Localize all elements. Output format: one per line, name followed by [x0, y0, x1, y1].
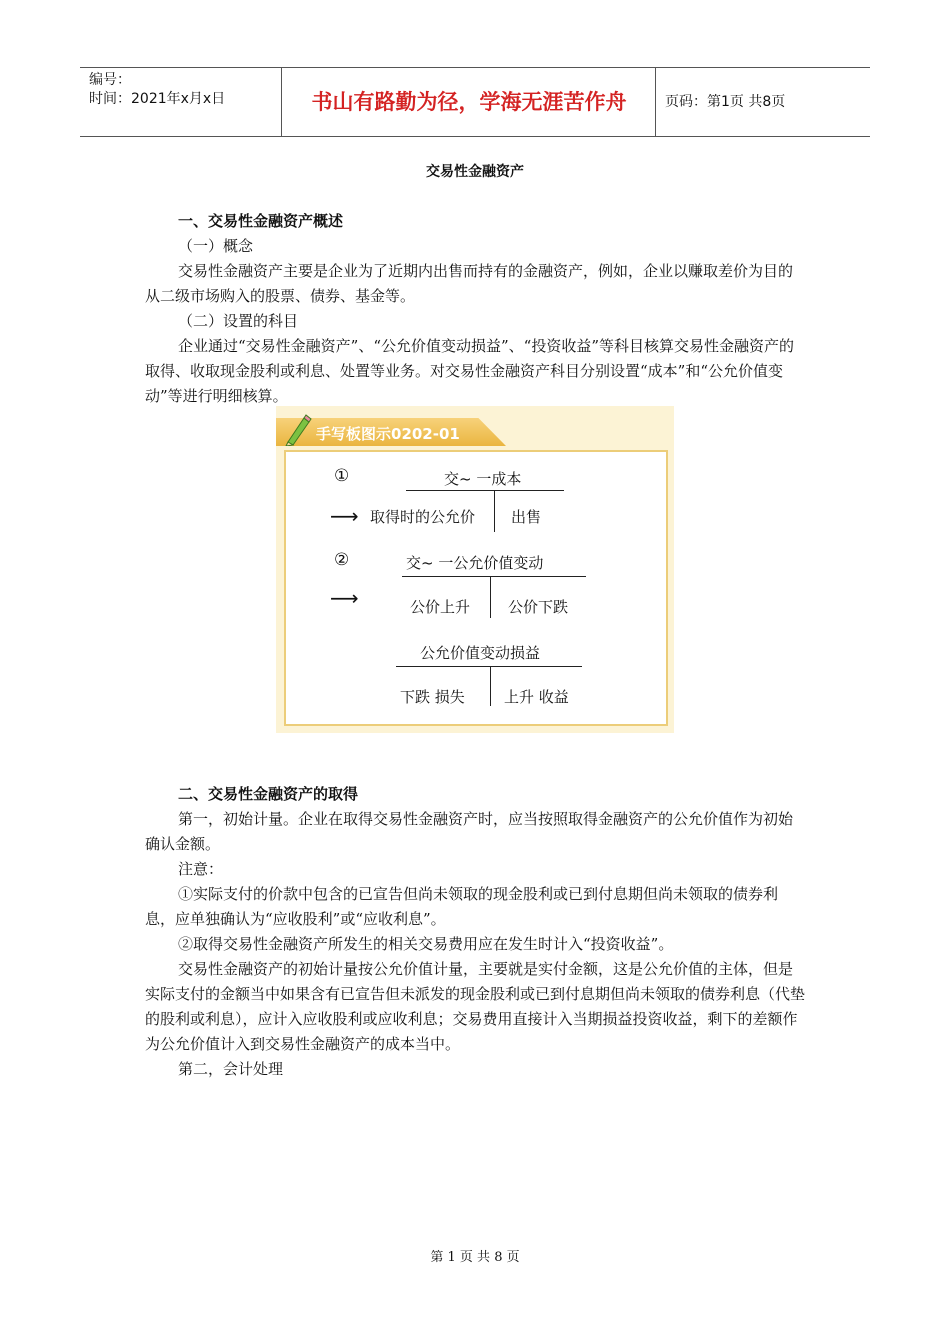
marker-1: ① [334, 466, 350, 486]
t-account-1-right: 出售 [511, 508, 542, 526]
t-account-2-title: 交~ 一公允价值变动 [406, 554, 544, 572]
header-page-info: 页码：第1页 共8页 [665, 94, 786, 110]
t-account-3-left: 下跌 损失 [400, 688, 465, 706]
note-item-1: ①实际支付的价款中包含的已宣告但尚未领取的现金股利或已到付息期但尚未领取的债券利息，应单独确认为“应收股利”或“应收利息”。 [145, 885, 779, 928]
subheading-accounting: 第二，会计处理 [178, 1060, 284, 1078]
t-account-2-right: 公价下跌 [508, 598, 569, 616]
header-meta [80, 68, 282, 136]
paragraph-initial-measurement: 第一，初始计量。企业在取得交易性金融资产时，应当按照取得金融资产的公允价值作为初始确认金额。 [145, 810, 794, 853]
arrow-icon: ⟶ [330, 586, 359, 610]
header-motto: 书山有路勤为径，学海无涯苦作舟 [283, 68, 656, 136]
document-title: 交易性金融资产 [426, 164, 524, 180]
figure-tab-title: 手写板图示0202-01 [316, 425, 460, 443]
t-account-2-divider [490, 576, 491, 618]
header-number: 编号： [89, 72, 131, 88]
t-account-1-divider [494, 490, 495, 532]
marker-2: ② [334, 550, 350, 570]
t-account-3-top-line [396, 666, 582, 667]
t-account-3-right: 上升 收益 [504, 688, 569, 706]
section-heading-2: 二、交易性金融资产的取得 [178, 785, 359, 803]
t-account-2-left: 公价上升 [410, 598, 471, 616]
header-time: 时间：2021年x月x日 [89, 91, 226, 107]
section-heading-1: 一、交易性金融资产概述 [178, 212, 344, 230]
arrow-icon: ⟶ [330, 504, 359, 528]
page-footer: 第 1 页 共 8 页 [430, 1250, 520, 1265]
pencil-icon [282, 414, 312, 446]
subheading-concept: （一）概念 [178, 237, 254, 255]
t-account-3-title: 公允价值变动损益 [420, 644, 541, 662]
figure-board [284, 450, 668, 726]
paragraph-explanation: 交易性金融资产的初始计量按公允价值计量，主要就是实付金额，这是公允价值的主体，但是实际支付的金额当中如果含有已宣告但未派发的现金股利或已到付息期但尚未领取的债券利息（代垫的股利或利息），应计入应收股利或应收利息；交易费用直接计入当期损益投资收益，剩下的差额作为公允价值计入到交易性金融资产的成本当中。 [145, 960, 806, 1053]
paragraph-concept: 交易性金融资产主要是企业为了近期内出售而持有的金融资产，例如，企业以赚取差价为目的从二级市场购入的股票、债券、基金等。 [145, 262, 794, 305]
t-account-1-left: 取得时的公允价 [370, 508, 476, 526]
subheading-accounts: （二）设置的科目 [178, 312, 299, 330]
handwriting-board-figure [276, 406, 674, 733]
t-account-2-top-line [402, 576, 586, 577]
t-account-3-divider [490, 666, 491, 706]
paragraph-accounts: 企业通过“交易性金融资产”、“公允价值变动损益”、“投资收益”等科目核算交易性金融资产的取得、收取现金股利或利息、处置等业务。对交易性金融资产科目分别设置“成本”和“公允价值变动”等进行明细核算。 [145, 337, 795, 405]
document-header [80, 67, 870, 137]
t-account-1-title: 交~ 一成本 [444, 470, 522, 488]
note-item-2: ②取得交易性金融资产所发生的相关交易费用应在发生时计入“投资收益”。 [178, 935, 674, 953]
t-account-1-top-line [406, 490, 564, 491]
note-label: 注意： [178, 860, 224, 878]
